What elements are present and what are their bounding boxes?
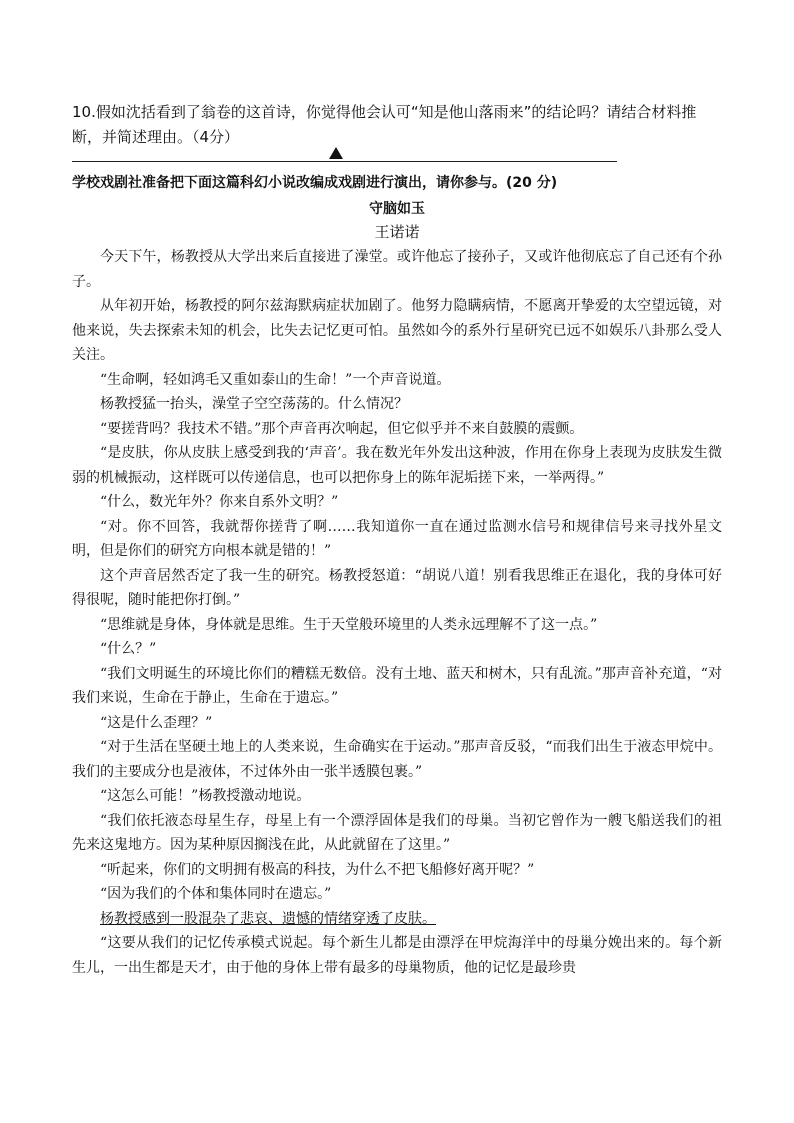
triangle-separator-icon (329, 147, 343, 159)
paragraph: 这个声音居然否定了我一生的研究。杨教授怒道：“胡说八道！别看我思维正在退化，我的身体可好得很呢，随时能把你打倒。” (72, 567, 722, 608)
paragraph: “我们文明诞生的环境比你们的糟糕无数倍。没有土地、蓝天和树木，只有乱流。”那声音补充道，“对我们来说，生命在于静止，生命在于遗忘。” (72, 665, 722, 706)
paragraph: “因为我们的个体和集体同时在遗忘。” (100, 886, 332, 902)
paragraph: “这是什么歪理？” (100, 714, 213, 731)
story-author: 王诺诺 (374, 223, 420, 241)
story-title: 守脑如玉 (369, 201, 425, 217)
paragraph: “这要从我们的记忆传承模式说起。每个新生儿都是由漂浮在甲烷海洋中的母巢分娩出来的。每个新生儿，一出生都是天才，由于他的身体上带有最多的母巢物质，他的记忆是最珍贵 (72, 935, 722, 976)
paragraph: “思维就是身体，身体就是思维。生于天堂般环境里的人类永远理解不了这一点。” (100, 616, 598, 633)
paragraph: “听起来，你们的文明拥有极高的科技，为什么不把飞船修好离开呢？” (100, 861, 535, 878)
paragraph: 从年初开始，杨教授的阿尔兹海默病症状加剧了。他努力隐瞒病情，不愿离开挚爱的太空望远镜，对他来说，失去探索未知的机会，比失去记忆更可怕。虽然如今的系外行星研究已远不如娱乐八卦那么受人关注。 (72, 298, 722, 363)
paragraph: 杨教授猛一抬头，澡堂子空空荡荡的。什么情况？ (100, 396, 408, 412)
paragraph: “对于生活在坚硬土地上的人类来说，生命确实在于运动。”那声音反驳，“而我们出生于液态甲烷中。我们的主要成分也是液体，不过体外由一张半透膜包裹。” (72, 739, 722, 780)
paragraph: “对。你不回答，我就帮你搓背了啊……我知道你一直在通过监测水信号和规律信号来寻找外星文明，但是你们的研究方向根本就是错的！” (72, 518, 722, 559)
story-body (72, 245, 722, 980)
question-10: 10.假如沈括看到了翁卷的这首诗，你觉得他会认可“知是他山落雨来”的结论吗？请结合材料推断，并简述理由。（4分） (72, 103, 697, 146)
paragraph: “要搓背吗？我技术不错。”那个声音再次响起，但它似乎并不来自鼓膜的震颤。 (100, 420, 584, 437)
paragraph: “这怎么可能！”杨教授激动地说。 (100, 788, 311, 804)
paragraph: “我们依托液态母星生存，母星上有一个漂浮固体是我们的母巢。当初它曾作为一艘飞船送我们的祖先来这鬼地方。因为某种原因搁浅在此，从此就留在了这里。” (72, 812, 722, 853)
paragraph: 今天下午，杨教授从大学出来后直接进了澡堂。或许他忘了接孙子，又或许他彻底忘了自己还有个孙子。 (72, 249, 722, 290)
section-intro: 学校戏剧社准备把下面这篇科幻小说改编成戏剧进行演出，请你参与。(20 分) (72, 175, 558, 191)
paragraph: “是皮肤，你从皮肤上感受到我的‘声音’。我在数光年外发出这种波，作用在你身上表现为皮肤发生微弱的机械振动，这样既可以传递信息，也可以把你身上的陈年泥垢搓下来，一举两得。” (72, 445, 722, 486)
section-divider (72, 161, 617, 162)
paragraph: “什么？” (100, 641, 157, 657)
paragraph: “生命啊，轻如鸿毛又重如泰山的生命！”一个声音说道。 (100, 371, 451, 388)
paragraph: “什么，数光年外？你来自系外文明？” (100, 494, 339, 510)
underlined-paragraph: 杨教授感到一股混杂了悲哀、遗憾的情绪穿透了皮肤。 (100, 910, 436, 927)
